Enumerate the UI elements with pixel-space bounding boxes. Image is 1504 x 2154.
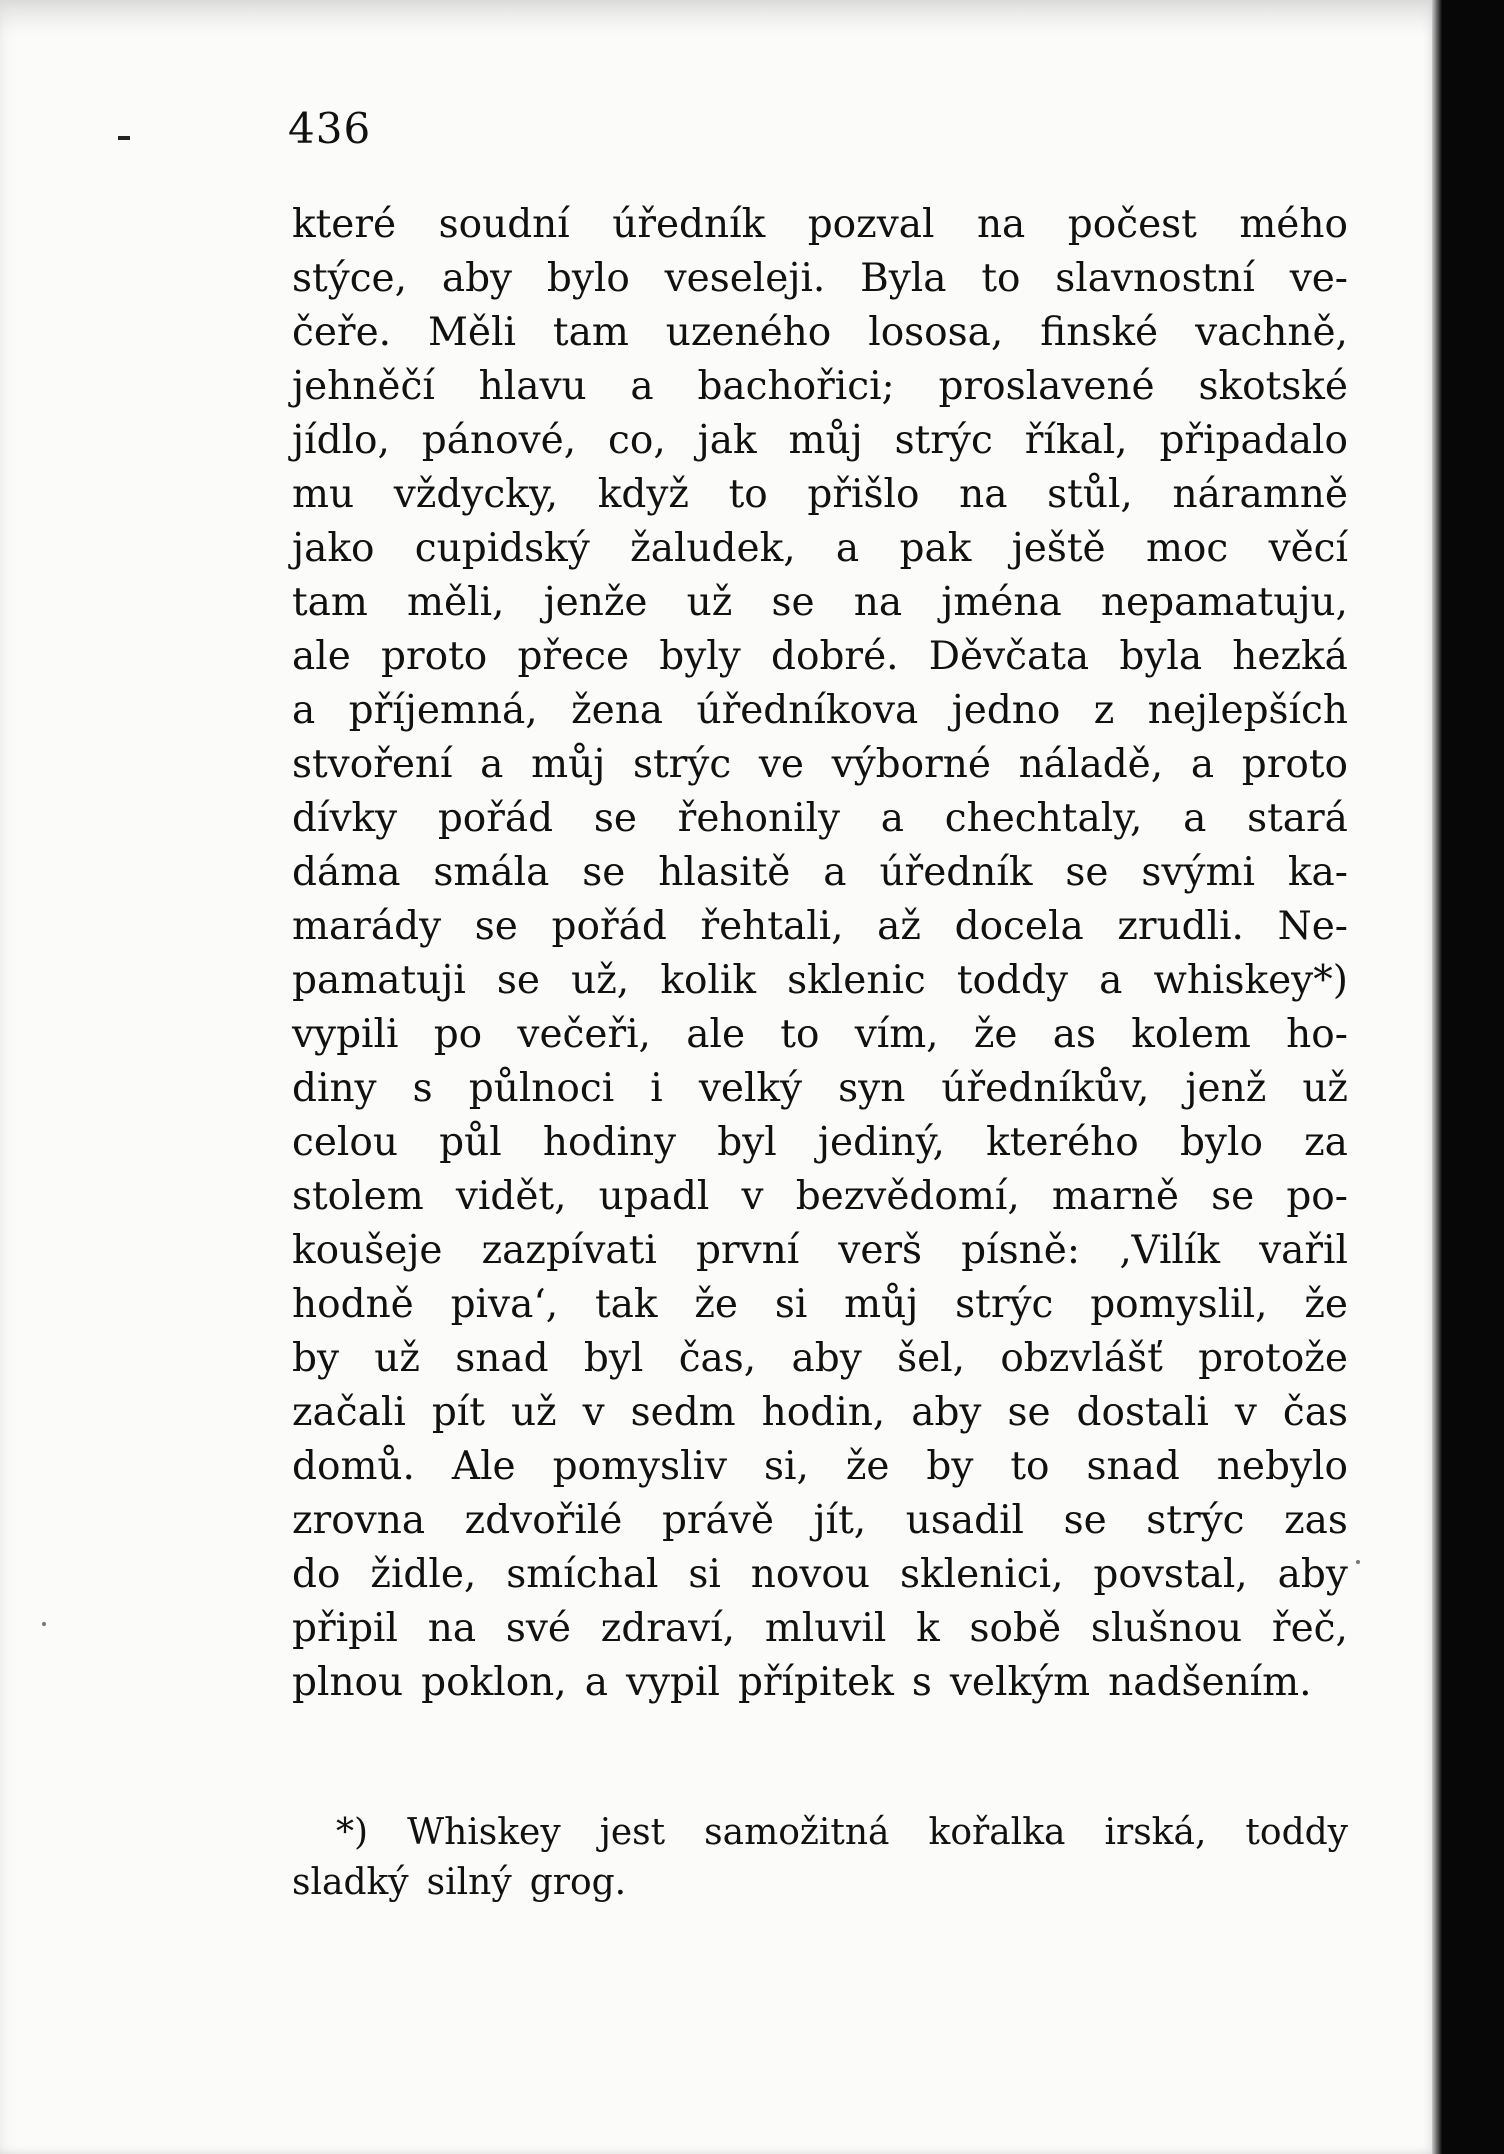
word: Děvčata	[928, 634, 1090, 679]
word: finské	[1040, 310, 1159, 355]
word: hezká	[1232, 634, 1348, 679]
word: vím,	[854, 1012, 939, 1057]
word: i	[650, 1066, 663, 1111]
word: na	[959, 472, 1008, 517]
word: soudní	[438, 202, 570, 247]
word: sladký	[292, 1862, 409, 1903]
word: vidět,	[455, 1174, 567, 1219]
word: že	[973, 1012, 1018, 1057]
word: sklenici,	[899, 1552, 1064, 1597]
word: samožitná	[704, 1812, 890, 1853]
word: protože	[1198, 1336, 1348, 1381]
word: smála	[433, 850, 550, 895]
word: ve-	[1289, 256, 1348, 301]
word: zazpívati	[481, 1228, 657, 1273]
word: si	[774, 1282, 808, 1327]
word: připil	[292, 1606, 398, 1651]
text-line	[292, 468, 1348, 522]
word: novou	[750, 1552, 871, 1597]
word: velkým	[949, 1660, 1091, 1705]
word: domů.	[292, 1444, 415, 1489]
word: usadil	[905, 1498, 1025, 1543]
word: vařil	[1259, 1228, 1348, 1273]
word: po-	[1286, 1174, 1348, 1219]
word: Whiskey	[407, 1812, 561, 1853]
word: stvoření	[292, 742, 453, 787]
word: do	[292, 1552, 341, 1597]
word: až	[877, 904, 921, 949]
word: zrudli.	[1117, 904, 1244, 949]
text-line	[292, 1494, 1348, 1548]
word: si	[688, 1552, 721, 1597]
word: jest	[599, 1812, 666, 1853]
word: strýc	[955, 1282, 1054, 1327]
word: už,	[571, 958, 630, 1003]
word: hlasitě	[658, 850, 791, 895]
word: stýce,	[292, 256, 408, 301]
word: nebylo	[1216, 1444, 1348, 1489]
word: a	[1190, 742, 1215, 787]
word: věcí	[1268, 526, 1348, 571]
word: úředník	[612, 202, 766, 247]
word: skotské	[1198, 364, 1348, 409]
word: chechtaly,	[944, 796, 1143, 841]
word: jehněčí	[292, 364, 435, 409]
print-speck	[42, 1622, 46, 1626]
word: mu	[292, 472, 355, 517]
word: hlavu	[478, 364, 587, 409]
word: obzvlášť	[1000, 1336, 1163, 1381]
word: jít,	[813, 1498, 867, 1543]
word: že	[845, 1444, 890, 1489]
word: ‚Vilík	[1119, 1228, 1221, 1273]
word: ale	[686, 1012, 746, 1057]
word: pomysliv	[552, 1444, 728, 1489]
word: a	[1183, 796, 1207, 841]
word: půl	[439, 1120, 502, 1165]
word: poklon,	[421, 1660, 567, 1705]
word: na	[976, 202, 1026, 247]
word: jak	[697, 418, 757, 463]
word: smíchal	[506, 1552, 659, 1597]
word: můj	[531, 742, 606, 787]
word: a	[584, 1660, 608, 1705]
word: stůl,	[1047, 472, 1133, 517]
word: jenž	[1185, 1066, 1267, 1111]
word: bachořici;	[697, 364, 895, 409]
word: byl	[583, 1336, 644, 1381]
word: už	[374, 1336, 420, 1381]
word: bylo	[546, 256, 630, 301]
text-line	[292, 1116, 1348, 1170]
word: grog.	[529, 1862, 627, 1903]
word: moc	[1145, 526, 1229, 571]
footnote-line	[292, 1858, 1348, 1908]
word: strýc	[1146, 1498, 1245, 1543]
word: jediný,	[817, 1120, 945, 1165]
word: a	[835, 526, 860, 571]
word: říkal,	[1024, 418, 1128, 463]
word: stolem	[292, 1174, 424, 1219]
word: písně:	[961, 1228, 1080, 1273]
word: půlnoci	[468, 1066, 615, 1111]
word: se	[771, 580, 815, 625]
word: se	[1065, 850, 1109, 895]
word: ve	[758, 742, 804, 787]
word: marně	[1051, 1174, 1179, 1219]
word: náramně	[1172, 472, 1348, 517]
word: se	[1063, 1498, 1107, 1543]
word: byla	[1119, 634, 1203, 679]
word: Měli	[427, 310, 516, 355]
word: piva‘,	[450, 1282, 559, 1327]
word: už	[510, 1390, 557, 1435]
word: úředníkův,	[941, 1066, 1150, 1111]
word: syn	[838, 1066, 906, 1111]
word: dostali	[1076, 1390, 1209, 1435]
word: cupidský	[414, 526, 590, 571]
word: v	[582, 1390, 605, 1435]
text-line	[292, 306, 1348, 360]
word: aby	[441, 256, 513, 301]
word: snad	[455, 1336, 549, 1381]
word: v	[1234, 1390, 1257, 1435]
word: výborné	[831, 742, 991, 787]
word: dáma	[292, 850, 401, 895]
text-line	[292, 1386, 1348, 1440]
word: vypil	[625, 1660, 720, 1705]
text-line	[292, 1278, 1348, 1332]
word: že	[1304, 1282, 1348, 1327]
word: velký	[698, 1066, 803, 1111]
word: slušnou	[1090, 1606, 1243, 1651]
word: kterého	[986, 1120, 1139, 1165]
text-line	[292, 414, 1348, 468]
word: sedm	[630, 1390, 736, 1435]
word: nejlepších	[1147, 688, 1348, 733]
word: verš	[838, 1228, 923, 1273]
word: s	[412, 1066, 433, 1111]
word: se	[582, 850, 626, 895]
text-line	[292, 252, 1348, 306]
word: co,	[608, 418, 666, 463]
word: náladě,	[1018, 742, 1164, 787]
word: večeři,	[517, 1012, 651, 1057]
word: se	[1007, 1390, 1051, 1435]
word: pít	[431, 1390, 485, 1435]
word: as	[1052, 1012, 1096, 1057]
word: přece	[517, 634, 630, 679]
word: by	[926, 1444, 974, 1489]
word: ještě	[1011, 526, 1106, 571]
word: whiskey*)	[1153, 958, 1348, 1003]
word: že	[694, 1282, 738, 1327]
word: nepamatuju,	[1100, 580, 1348, 625]
word: mluvil	[764, 1606, 887, 1651]
word: stará	[1247, 796, 1348, 841]
word: hodin,	[761, 1390, 886, 1435]
word: hodiny	[542, 1120, 677, 1165]
word: vypili	[292, 1012, 399, 1057]
word: počest	[1067, 202, 1197, 247]
word: pomyslil,	[1090, 1282, 1268, 1327]
word: hodně	[292, 1282, 414, 1327]
word: přišlo	[807, 472, 920, 517]
word: proslavené	[938, 364, 1155, 409]
word: upadl	[598, 1174, 710, 1219]
word: to	[728, 472, 768, 517]
word: snad	[1086, 1444, 1180, 1489]
word: z	[1093, 688, 1115, 733]
page-top-edge-shadow	[0, 0, 1438, 36]
word: aby	[911, 1390, 982, 1435]
word: proto	[381, 634, 488, 679]
word: na	[853, 580, 903, 625]
word: ho-	[1286, 1012, 1348, 1057]
word: už	[1302, 1066, 1348, 1111]
word: řehtali,	[700, 904, 844, 949]
word: vachně,	[1195, 310, 1348, 355]
text-line	[292, 1224, 1348, 1278]
text-line	[292, 684, 1348, 738]
word: pozval	[807, 202, 935, 247]
word: po	[433, 1012, 483, 1057]
word: pamatuji	[292, 958, 466, 1003]
word: žaludek,	[630, 526, 796, 571]
word: žena	[571, 688, 664, 733]
word: mého	[1239, 202, 1348, 247]
word: a	[880, 796, 905, 841]
word: proto	[1241, 742, 1348, 787]
text-line	[292, 900, 1348, 954]
word: kolik	[660, 958, 757, 1003]
word: lososa,	[868, 310, 1004, 355]
word: koušeje	[292, 1228, 443, 1273]
word: na	[427, 1606, 477, 1651]
word: ka-	[1287, 850, 1348, 895]
word: připadalo	[1159, 418, 1348, 463]
word: které	[292, 202, 397, 247]
word: sobě	[969, 1606, 1062, 1651]
word: nadšením.	[1108, 1660, 1312, 1705]
text-line	[292, 954, 1348, 1008]
word: *)	[336, 1812, 369, 1853]
text-line	[292, 630, 1348, 684]
text-line	[292, 1440, 1348, 1494]
word: můj	[788, 418, 863, 463]
text-line	[292, 1656, 1348, 1710]
word: vždycky,	[393, 472, 559, 517]
word: židle,	[370, 1552, 477, 1597]
footnote-line	[292, 1808, 1348, 1858]
word: toddy	[956, 958, 1068, 1003]
word: veseleji.	[664, 256, 826, 301]
word: diny	[292, 1066, 377, 1111]
word: strýc	[632, 742, 732, 787]
word: pánové,	[421, 418, 577, 463]
word: řehonily	[677, 796, 841, 841]
word: to	[981, 256, 1021, 301]
word: byly	[659, 634, 741, 679]
word: řeč,	[1271, 1606, 1348, 1651]
word: přípitek	[737, 1660, 894, 1705]
book-binding-shadow	[1432, 0, 1442, 2154]
word: se	[1211, 1174, 1255, 1219]
margin-mark	[118, 136, 130, 140]
word: a	[480, 742, 504, 787]
text-line	[292, 1332, 1348, 1386]
word: úředník	[879, 850, 1033, 895]
word: si,	[763, 1444, 809, 1489]
word: uzeného	[665, 310, 832, 355]
word: zrovna	[292, 1498, 426, 1543]
word: dívky	[292, 796, 398, 841]
word: své	[505, 1606, 572, 1651]
word: slavnostní	[1055, 256, 1255, 301]
word: čas,	[678, 1336, 757, 1381]
word: s	[911, 1660, 932, 1705]
word: se	[593, 796, 637, 841]
word: by	[292, 1336, 339, 1381]
text-line	[292, 522, 1348, 576]
word: dobré.	[771, 634, 899, 679]
word: jenže	[543, 580, 648, 625]
footnote	[292, 1808, 1348, 1908]
word: měli,	[407, 580, 505, 625]
word: pořád	[551, 904, 667, 949]
word: právě	[661, 1498, 774, 1543]
word: docela	[954, 904, 1084, 949]
word: když	[597, 472, 689, 517]
word: aby	[1277, 1552, 1348, 1597]
word: čas	[1282, 1390, 1348, 1435]
text-line	[292, 1170, 1348, 1224]
word: příjemná,	[348, 688, 538, 733]
word: pak	[899, 526, 972, 571]
word: a	[292, 688, 316, 733]
word: už	[686, 580, 733, 625]
text-line	[292, 846, 1348, 900]
word: Ale	[451, 1444, 516, 1489]
word: byl	[717, 1120, 777, 1165]
word: to	[1010, 1444, 1050, 1489]
body-text	[292, 198, 1348, 1710]
word: a	[823, 850, 847, 895]
word: se	[496, 958, 541, 1003]
word: za	[1304, 1120, 1348, 1165]
word: se	[474, 904, 518, 949]
word: ale	[292, 634, 351, 679]
word: můj	[844, 1282, 919, 1327]
word: to	[780, 1012, 820, 1057]
text-line	[292, 1062, 1348, 1116]
word: povstal,	[1093, 1552, 1248, 1597]
word: jako	[292, 526, 375, 571]
word: marády	[292, 904, 442, 949]
word: a	[1099, 958, 1123, 1003]
text-line	[292, 576, 1348, 630]
word: silný	[426, 1862, 512, 1903]
word: aby	[791, 1336, 862, 1381]
text-line	[292, 792, 1348, 846]
word: tak	[594, 1282, 658, 1327]
word: plnou	[292, 1660, 404, 1705]
word: k	[916, 1606, 940, 1651]
word: bezvědomí,	[795, 1174, 1020, 1219]
page-number: 436	[288, 104, 372, 153]
text-line	[292, 1602, 1348, 1656]
word: šel,	[897, 1336, 966, 1381]
word: a	[630, 364, 654, 409]
word: jídlo,	[292, 418, 390, 463]
word: v	[741, 1174, 764, 1219]
text-line	[292, 198, 1348, 252]
word: první	[695, 1228, 800, 1273]
word: sklenic	[787, 958, 926, 1003]
word: úředníkova	[696, 688, 919, 733]
word: pořád	[437, 796, 554, 841]
word: jména	[941, 580, 1062, 625]
word: zdvořilé	[464, 1498, 623, 1543]
text-line	[292, 360, 1348, 414]
word: svými	[1141, 850, 1255, 895]
word: začali	[292, 1390, 406, 1435]
word: irská,	[1104, 1812, 1207, 1853]
text-line	[292, 1548, 1348, 1602]
word: Ne-	[1277, 904, 1348, 949]
word: celou	[292, 1120, 398, 1165]
word: tam	[292, 580, 368, 625]
word: zdraví,	[600, 1606, 736, 1651]
word: kolem	[1131, 1012, 1251, 1057]
word: strýc	[894, 418, 993, 463]
word: kořalka	[928, 1812, 1066, 1853]
word: Byla	[860, 256, 947, 301]
word: toddy	[1245, 1812, 1348, 1853]
word: tam	[552, 310, 629, 355]
print-speck	[1356, 1560, 1360, 1564]
word: čeře.	[292, 310, 392, 355]
text-line	[292, 1008, 1348, 1062]
text-line	[292, 738, 1348, 792]
word: zas	[1284, 1498, 1348, 1543]
word: bylo	[1179, 1120, 1263, 1165]
word: jedno	[951, 688, 1061, 733]
